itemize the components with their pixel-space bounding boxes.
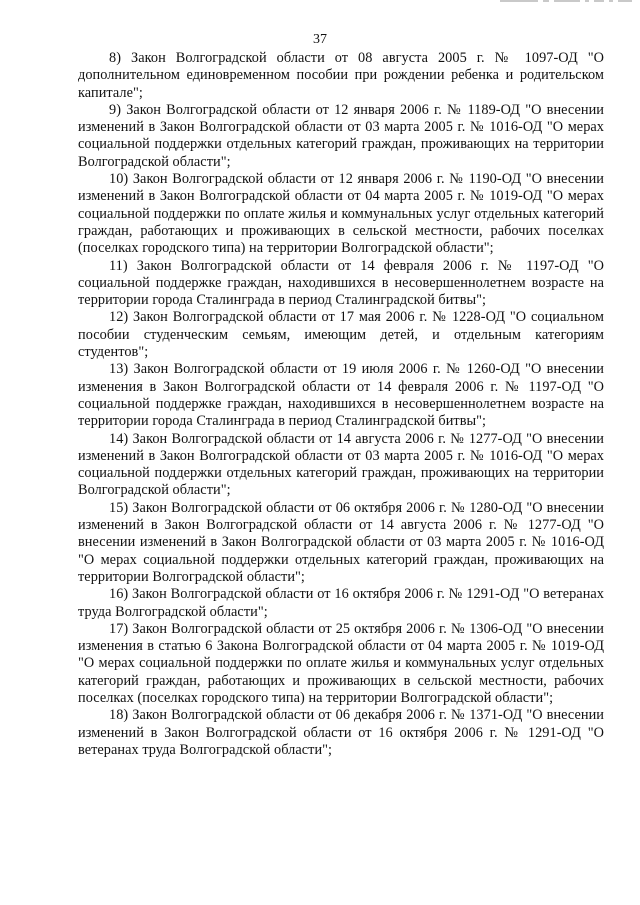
law-list-item: 11) Закон Волгоградской области от 14 февраля 2006 г. № 1197-ОД "О социальной поддержке граждан, находившихся в несовершеннолетнем возрасте на территории города Сталинграда в период Сталинградской битвы"; xyxy=(78,257,604,309)
law-list-item: 12) Закон Волгоградской области от 17 мая 2006 г. № 1228-ОД "О социальном пособии студенческим семьям, имеющим детей, и отдельным категориям студентов"; xyxy=(78,309,604,361)
law-list-item: 18) Закон Волгоградской области от 06 декабря 2006 г. № 1371-ОД "О внесении изменений в Закон Волгоградской области от 16 октября 2006 г. № 1291-ОД "О ветеранах труда Волгоградской области"; xyxy=(78,707,604,758)
page-number: 37 xyxy=(313,32,327,47)
law-list-item: 13) Закон Волгоградской области от 19 июля 2006 г. № 1260-ОД "О внесении изменения в Закон Волгоградской области от 14 февраля 2006 г. № 1197-ОД "О социальной поддержке граждан, находившихся в несовершеннолетнем возрасте на территории города Сталинграда в период Сталинградской битвы"; xyxy=(78,361,604,430)
law-list-item: 15) Закон Волгоградской области от 06 октября 2006 г. № 1280-ОД "О внесении изменений в Закон Волгоградской области от 14 августа 2006 г. № 1277-ОД "О внесении изменений в Закон Волгоградской области от 03 марта 2005 г. № 1016-ОД "О мерах социальной поддержки отдельных категорий граждан, проживающих на территории Волгоградской области"; xyxy=(78,499,604,585)
law-list-item: 9) Закон Волгоградской области от 12 января 2006 г. № 1189-ОД "О внесении изменений в Закон Волгоградской области от 03 марта 2005 г. № 1016-ОД "О мерах социальной поддержки отдельных категорий граждан, проживающих на территории Волгоградской области"; xyxy=(78,101,604,170)
law-list-item: 14) Закон Волгоградской области от 14 августа 2006 г. № 1277-ОД "О внесении изменений в Закон Волгоградской области от 03 марта 2005 г. № 1016-ОД "О мерах социальной поддержки отдельных категорий граждан, проживающих на территории Волгоградской области"; xyxy=(78,430,604,499)
law-list-item: 10) Закон Волгоградской области от 12 января 2006 г. № 1190-ОД "О внесении изменений в Закон Волгоградской области от 04 марта 2005 г. № 1019-ОД "О мерах социальной поддержки по оплате жилья и коммунальных услуг отдельных категорий граждан, работающих и проживающих в сельской местности, рабочих поселках (поселках городского типа) на территории Волгоградской области"; xyxy=(78,171,604,257)
law-list-item: 16) Закон Волгоградской области от 16 октября 2006 г. № 1291-ОД "О ветеранах труда Волгоградской области"; xyxy=(78,586,604,620)
law-list-item: 17) Закон Волгоградской области от 25 октября 2006 г. № 1306-ОД "О внесении изменения в статью 6 Закона Волгоградской области от 04 марта 2005 г. № 1019-ОД "О мерах социальной поддержки по оплате жилья и коммунальных услуг отдельных категорий граждан, работающих и проживающих в сельской местности, рабочих поселках (поселках городского типа) на территории Волгоградской области"; xyxy=(78,620,604,706)
law-list xyxy=(78,50,604,759)
law-list-item: 8) Закон Волгоградской области от 08 августа 2005 г. № 1097-ОД "О дополнительном единовременном пособии при рождении ребенка и родительском капитале"; xyxy=(78,50,604,101)
scan-artifact-mark xyxy=(500,0,632,3)
